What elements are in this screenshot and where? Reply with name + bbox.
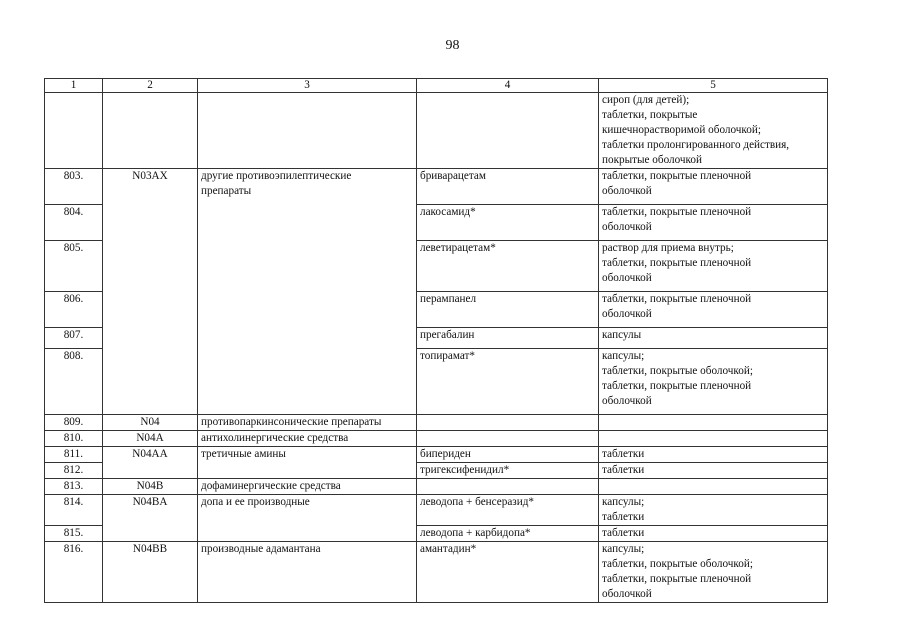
drug-name-cell: леветирацетам*	[417, 241, 599, 292]
drug-name-cell: лакосамид*	[417, 205, 599, 241]
row-number-cell	[45, 93, 103, 169]
group-name-cell: другие противоэпилептические препараты	[198, 169, 417, 415]
drug-name-cell	[417, 415, 599, 431]
atc-code-cell: N04BA	[103, 495, 198, 542]
dosage-form-cell: раствор для приема внутрь; таблетки, покрытые пленочной оболочкой	[599, 241, 828, 292]
drug-name-cell: леводопа + карбидопа*	[417, 526, 599, 542]
drug-name-cell	[417, 93, 599, 169]
row-number-cell: 812.	[45, 463, 103, 479]
table-row	[45, 169, 828, 205]
dosage-form-cell: таблетки, покрытые пленочной оболочкой	[599, 292, 828, 328]
row-number-cell: 815.	[45, 526, 103, 542]
drug-name-cell: амантадин*	[417, 542, 599, 603]
row-number-cell: 803.	[45, 169, 103, 205]
dosage-form-cell: таблетки	[599, 526, 828, 542]
drug-name-cell	[417, 479, 599, 495]
drug-name-cell: леводопа + бенсеразид*	[417, 495, 599, 526]
atc-code-cell: N04	[103, 415, 198, 431]
dosage-form-cell: таблетки, покрытые пленочной оболочкой	[599, 205, 828, 241]
row-number-cell: 809.	[45, 415, 103, 431]
row-number-cell: 804.	[45, 205, 103, 241]
table-row	[45, 447, 828, 463]
group-name-cell: дофаминергические средства	[198, 479, 417, 495]
table-row	[45, 415, 828, 431]
row-number-cell: 805.	[45, 241, 103, 292]
atc-code-cell: N04AA	[103, 447, 198, 479]
dosage-form-cell: капсулы	[599, 328, 828, 349]
atc-code-cell: N04A	[103, 431, 198, 447]
drug-name-cell: бипериден	[417, 447, 599, 463]
drug-name-cell: прегабалин	[417, 328, 599, 349]
row-number-cell: 806.	[45, 292, 103, 328]
row-number-cell: 816.	[45, 542, 103, 603]
table-row	[45, 495, 828, 526]
row-number-cell: 808.	[45, 349, 103, 415]
table-row	[45, 479, 828, 495]
column-header: 2	[103, 79, 198, 93]
column-header: 4	[417, 79, 599, 93]
group-name-cell	[198, 93, 417, 169]
drug-name-cell: топирамат*	[417, 349, 599, 415]
page-number: 98	[445, 38, 460, 53]
dosage-form-cell: таблетки	[599, 463, 828, 479]
column-header: 5	[599, 79, 828, 93]
dosage-form-cell	[599, 479, 828, 495]
row-number-cell: 807.	[45, 328, 103, 349]
column-header: 1	[45, 79, 103, 93]
row-number-cell: 810.	[45, 431, 103, 447]
table-row	[45, 93, 828, 169]
dosage-form-cell: сироп (для детей); таблетки, покрытые кишечнорастворимой оболочкой; таблетки пролонгированного действия, покрытые оболочкой	[599, 93, 828, 169]
row-number-cell: 814.	[45, 495, 103, 526]
drug-list-table	[44, 78, 828, 603]
atc-code-cell: N04BB	[103, 542, 198, 603]
column-number-row	[45, 79, 828, 93]
group-name-cell: антихолинергические средства	[198, 431, 417, 447]
table-row	[45, 431, 828, 447]
dosage-form-cell: капсулы; таблетки, покрытые оболочкой; таблетки, покрытые пленочной оболочкой	[599, 349, 828, 415]
column-header: 3	[198, 79, 417, 93]
group-name-cell: противопаркинсонические препараты	[198, 415, 417, 431]
drug-name-cell	[417, 431, 599, 447]
dosage-form-cell: капсулы; таблетки	[599, 495, 828, 526]
dosage-form-cell	[599, 415, 828, 431]
drug-name-cell: перампанел	[417, 292, 599, 328]
group-name-cell: допа и ее производные	[198, 495, 417, 542]
dosage-form-cell: капсулы; таблетки, покрытые оболочкой; таблетки, покрытые пленочной оболочкой	[599, 542, 828, 603]
dosage-form-cell: таблетки	[599, 447, 828, 463]
row-number-cell: 813.	[45, 479, 103, 495]
drug-name-cell: тригексифенидил*	[417, 463, 599, 479]
atc-code-cell: N03AX	[103, 169, 198, 415]
table-row	[45, 542, 828, 603]
dosage-form-cell: таблетки, покрытые пленочной оболочкой	[599, 169, 828, 205]
atc-code-cell	[103, 93, 198, 169]
atc-code-cell: N04B	[103, 479, 198, 495]
group-name-cell: третичные амины	[198, 447, 417, 479]
group-name-cell: производные адамантана	[198, 542, 417, 603]
row-number-cell: 811.	[45, 447, 103, 463]
dosage-form-cell	[599, 431, 828, 447]
drug-name-cell: бриварацетам	[417, 169, 599, 205]
